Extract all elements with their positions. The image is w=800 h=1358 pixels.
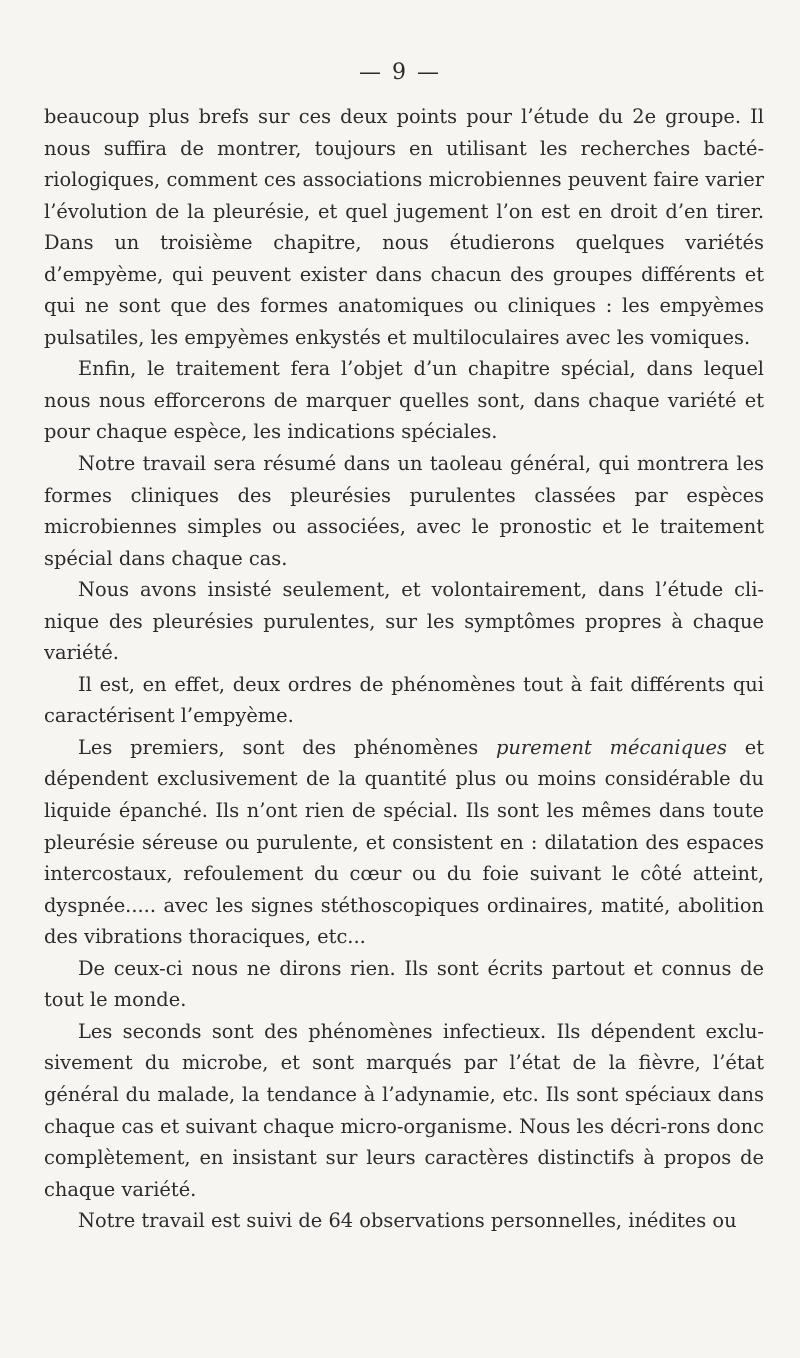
text-segment: Notre travail est suivi de 64 observations personnelles, inédites ou	[78, 1209, 737, 1233]
text-segment: De ceux-ci nous ne dirons rien. Ils sont écrits partout et connus de tout le monde.	[44, 956, 764, 1012]
italic-text-segment: purement mécaniques	[496, 735, 727, 759]
page-number: — 9 —	[359, 60, 441, 85]
text-segment: Il est, en effet, deux ordres de phénomènes tout à fait différents qui caractérisent l’empyème.	[44, 672, 764, 728]
text-segment: et dépendent exclusivement de la quantité plus ou moins considérable du liquide épanché. Ils n’ont rien de spécial. Ils sont les mêmes dans toute pleurésie séreuse ou purulente, et consistent en : dilatation des espaces intercostaux, refoulement du cœur ou du foie suivant le côté atteint, dyspnée..... avec les signes stéthoscopiques ordinaires, matité, abolition des vibrations thoraciques, etc...	[44, 735, 764, 949]
paragraph	[44, 353, 764, 448]
paragraph	[44, 1016, 764, 1205]
body-text	[44, 101, 764, 1237]
paragraph	[44, 953, 764, 1016]
paragraph	[44, 448, 764, 574]
text-segment: Nous avons insisté seulement, et volontairement, dans l’étude cli-nique des pleurésies purulentes, sur les symptômes propres à chaque variété.	[44, 578, 764, 665]
paragraph	[44, 732, 764, 953]
text-segment: Les seconds sont des phénomènes infectieux. Ils dépendent exclu-sivement du microbe, et sont marqués par l’état de la fièvre, l’état général du malade, la tendance à l’adynamie, etc. Ils sont spéciaux dans chaque cas et suivant chaque micro-organisme. Nous les décri-rons donc complètement, en insistant sur leurs caractères distinctifs à propos de chaque variété.	[44, 1019, 764, 1201]
text-segment: Enfin, le traitement fera l’objet d’un chapitre spécial, dans lequel nous nous efforcerons de marquer quelles sont, dans chaque variété et pour chaque espèce, les indications spéciales.	[44, 357, 764, 444]
paragraph	[44, 669, 764, 732]
paragraph	[44, 574, 764, 669]
paragraph	[44, 1205, 764, 1237]
text-segment: Les premiers, sont des phénomènes	[78, 735, 497, 759]
text-segment: beaucoup plus brefs sur ces deux points pour l’étude du 2e groupe. Il nous suffira de montrer, toujours en utilisant les recherches bacté-riologiques, comment ces associations microbiennes peuvent faire varier l’évolution de la pleurésie, et quel jugement l’on est en droit d’en tirer. Dans un troisième chapitre, nous étudierons quelques variétés d’empyème, qui peuvent exister dans chacun des groupes différents et qui ne sont que des formes anatomiques ou cliniques : les empyèmes pulsatiles, les empyèmes enkystés et multiloculaires avec les vomiques.	[44, 105, 764, 349]
text-segment: Notre travail sera résumé dans un taoleau général, qui montrera les formes cliniques des pleurésies purulentes classées par espèces microbiennes simples ou associées, avec le pronostic et le traitement spécial dans chaque cas.	[44, 452, 764, 570]
paragraph	[44, 101, 764, 353]
